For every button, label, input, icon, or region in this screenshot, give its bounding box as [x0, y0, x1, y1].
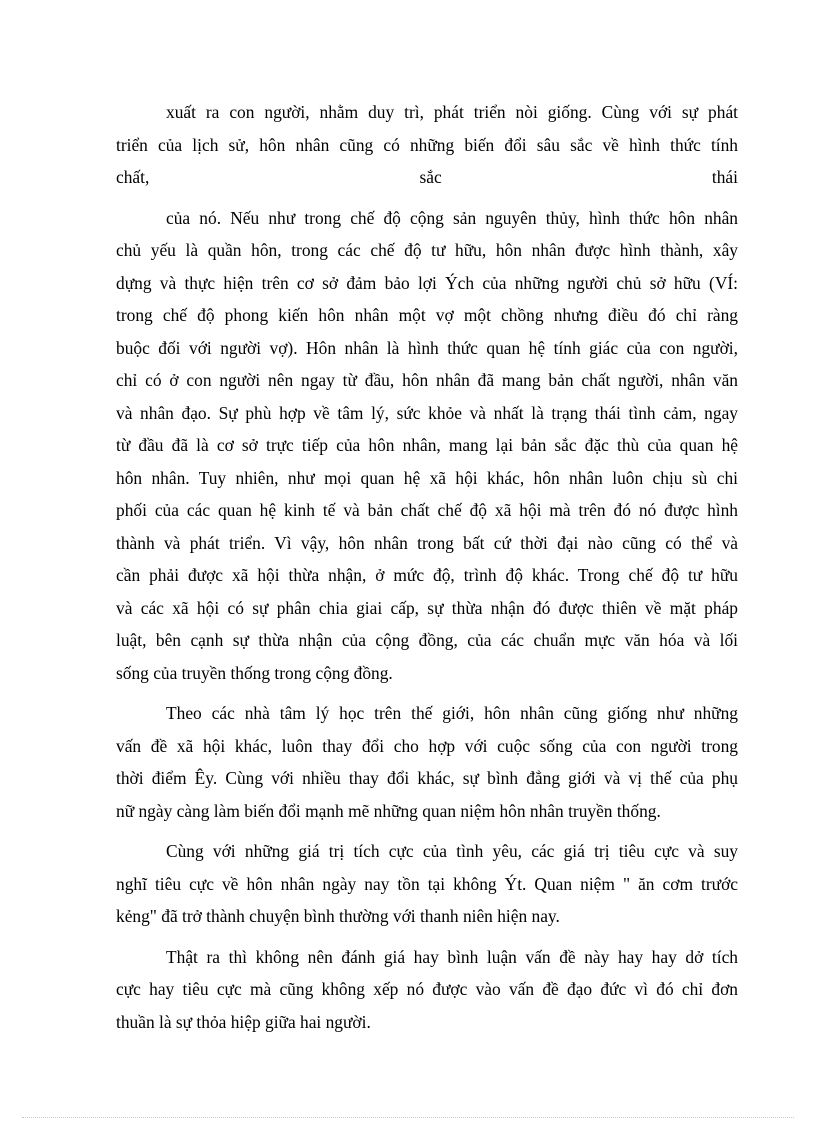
text-line: từ đầu đã là cơ sở trực tiếp của hôn nhân, mang lại bản sắc đặc thù của quan hệ	[116, 435, 738, 455]
text-line: Theo các nhà tâm lý học trên thế giới, hôn nhân cũng giống như những	[166, 703, 738, 723]
text-line: và nhân đạo. Sự phù hợp về tâm lý, sức khỏe và nhất là trạng thái tình cảm, ngay	[116, 402, 738, 423]
text-line: cực hay tiêu cực mà cũng không xếp nó được vào vấn đề đạo đức vì đó chỉ đơn	[116, 979, 738, 999]
text-word: sắc	[419, 167, 442, 187]
text-line: cần phải được xã hội thừa nhận, ở mức độ, trình độ khác. Trong chế độ tư hữu	[116, 565, 738, 585]
text-line: của nó. Nếu như trong chế độ cộng sản nguyên thủy, hình thức hôn nhân	[166, 207, 738, 228]
text-line: chỉ có ở con người nên ngay từ đầu, hôn nhân đã mang bản chất người, nhân văn	[116, 370, 738, 390]
text-line: kẻng" đã trở thành chuyện bình thường với thanh niên hiện nay.	[116, 906, 560, 926]
paragraph-4	[116, 835, 738, 933]
text-word: thái	[711, 167, 738, 187]
text-line: sống của truyền thống trong cộng đồng.	[116, 662, 393, 683]
text-line: Thật ra thì không nên đánh giá hay bình luận vấn đề này hay hay dở tích	[166, 946, 738, 967]
paragraph-2	[116, 202, 738, 690]
text-line: nữ ngày càng làm biến đổi mạnh mẽ những quan niệm hôn nhân truyền thống.	[116, 800, 661, 821]
text-line: phối của các quan hệ kinh tế và bản chất chế độ xã hội mà trên đó nó được hình	[116, 500, 738, 520]
text-line: thành và phát triển. Vì vậy, hôn nhân trong bất cứ thời đại nào cũng có thể và	[116, 532, 738, 553]
text-line: luật, bên cạnh sự thừa nhận của cộng đồng, của các chuẩn mực văn hóa và lối	[116, 630, 738, 650]
text-line: buộc đối với người vợ). Hôn nhân là hình thức quan hệ tính giác của con người,	[116, 337, 738, 358]
page-bottom-divider	[22, 1117, 794, 1118]
text-line: Cùng với những giá trị tích cực của tình yêu, các giá trị tiêu cực và suy	[166, 841, 738, 861]
text-line: và các xã hội có sự phân chia giai cấp, sự thừa nhận đó được thiên về mặt pháp	[116, 597, 738, 618]
text-word: chất,	[116, 167, 150, 187]
text-line: chủ yếu là quần hôn, trong các chế độ tư hữu, hôn nhân được hình thành, xây	[116, 240, 738, 260]
text-line	[116, 161, 738, 194]
paragraph-3	[116, 697, 738, 827]
text-line: xuất ra con người, nhằm duy trì, phát triển nòi giống. Cùng với sự phát	[166, 102, 738, 122]
text-line: triển của lịch sử, hôn nhân cũng có những biến đổi sâu sắc về hình thức tính	[116, 134, 738, 155]
text-line: vấn đề xã hội khác, luôn thay đổi cho hợp với cuộc sống của con người trong	[116, 735, 738, 756]
body-text	[116, 96, 738, 1038]
text-line: thuần là sự thỏa hiệp giữa hai người.	[116, 1011, 371, 1032]
text-line: dựng và thực hiện trên cơ sở đảm bảo lợi Ých của những người chủ sở hữu (VÍ:	[116, 272, 738, 293]
text-line: thời điểm Êy. Cùng với nhiều thay đổi khác, sự bình đẳng giới và vị thế của phụ	[116, 768, 738, 788]
paragraph-5	[116, 941, 738, 1039]
paragraph-1	[116, 96, 738, 194]
text-line: hôn nhân. Tuy nhiên, như mọi quan hệ xã hội khác, hôn nhân luôn chịu sù chi	[116, 467, 738, 488]
text-line: nghĩ tiêu cực về hôn nhân ngày nay tồn tại không Ýt. Quan niệm " ăn cơm trước	[116, 873, 738, 894]
text-line: trong chế độ phong kiến hôn nhân một vợ một chồng nhưng điều đó chỉ ràng	[116, 305, 738, 325]
